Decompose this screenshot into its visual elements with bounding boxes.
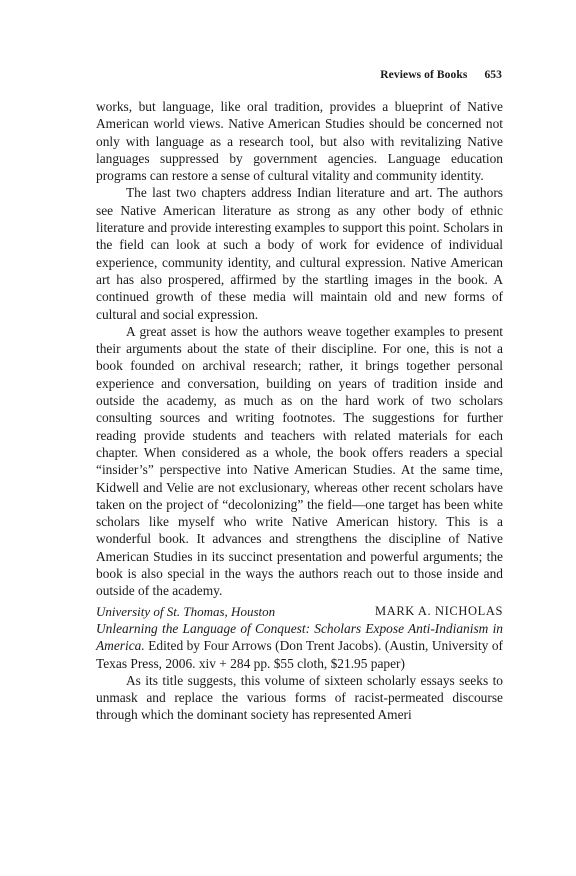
book-details: Edited by Four Arrows (Don Trent Jacobs). (Austin, University of Texas Press, 2006. xiv + 284 pp. $55 cloth, $21.95 paper) <box>96 638 503 671</box>
running-head-section: Reviews of Books <box>380 69 468 81</box>
book-title: Unlearning the Language of Conquest: Scholars Expose Anti-Indianism in America. <box>96 620 503 654</box>
review-nicholas <box>96 98 503 620</box>
page-number: 653 <box>484 69 502 81</box>
book-citation <box>96 620 503 672</box>
reviewer-signature <box>96 603 503 620</box>
reviewer-affiliation: University of St. Thomas, Houston <box>96 603 276 619</box>
reviewer-name: MARK A. NICHOLAS <box>374 603 503 618</box>
body-paragraph: The last two chapters address Indian literature and art. The authors see Native American literature as strong as any other body of ethnic literature and provide interesting examples to support this point. Scholars in the field can look at such a body of work for evidence of individual experience, community identity, and cultural expression. Native American art has also prospered, affirmed by the startling images in the book. A continued growth of these media will maintain old and new forms of cultural and social expression. <box>96 185 503 322</box>
body-paragraph: As its title suggests, this volume of sixteen scholarly essays seeks to unmask and replace the various forms of racist-permeated discourse through which the dominant society has represented Ameri <box>96 672 503 723</box>
review-unlearning <box>96 620 503 724</box>
running-head <box>380 69 502 81</box>
body-paragraph: A great asset is how the authors weave together examples to present their arguments about the state of their discipline. For one, this is not a book founded on archival research; rather, it brings together personal experience and conversation, building on years of tradition inside and outside the academy, as much as on the hard work of two scholars consulting sources and writing footnotes. The suggestions for further reading provide students and teachers with related materials for each chapter. When considered as a whole, the book offers readers a special “insider’s” perspective into Native American Studies. At the same time, Kidwell and Velie are not exclusionary, whereas other recent scholars have taken on the project of “decolonizing” the field—one target has been white scholars like myself who write Native American history. This is a wonderful book. It advances and strengthens the discipline of Native American Studies in its succinct presentation and powerful arguments; the book is also special in the ways the authors reach out to those inside and outside of the academy. <box>96 323 503 599</box>
page-body <box>96 98 503 724</box>
body-paragraph: works, but language, like oral tradition, provides a blueprint of Native American world views. Native American Studies should be concerned not only with language as a research tool, but also with revitalizing Native languages suppressed by government agencies. Language education programs can restore a sense of cultural vitality and community identity. <box>96 99 503 184</box>
